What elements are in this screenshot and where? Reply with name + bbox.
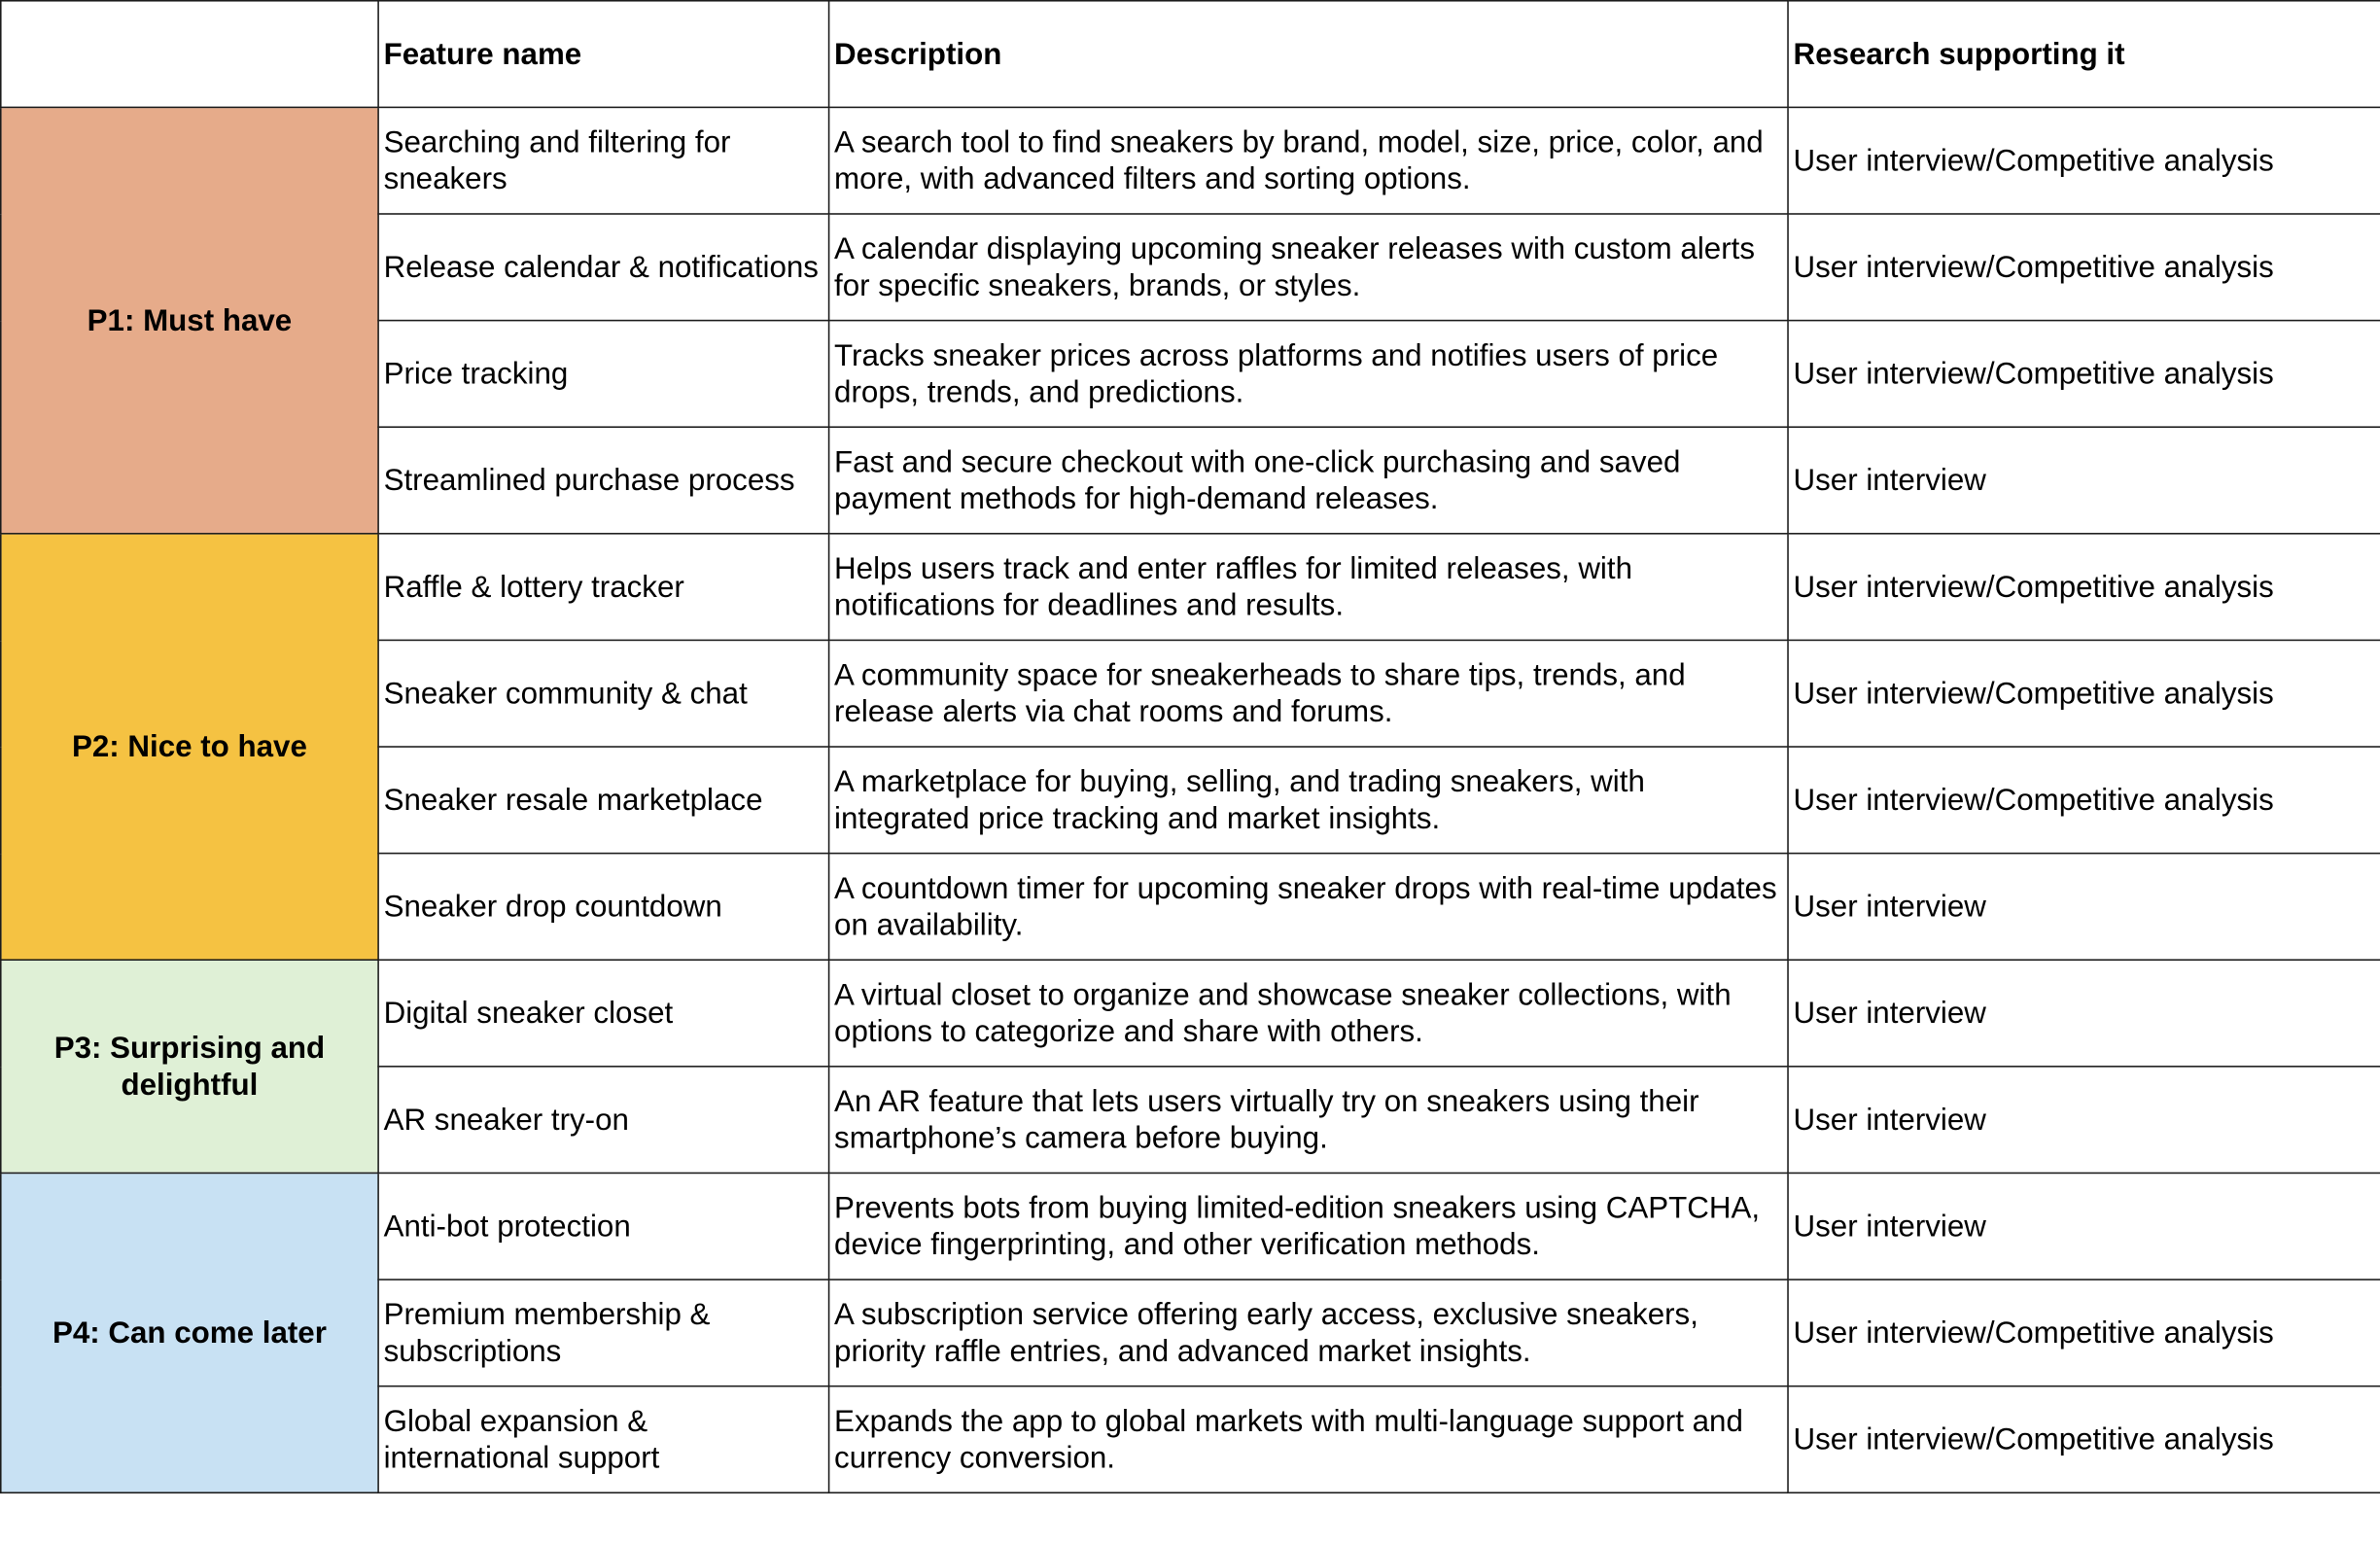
priority-group-cell[interactable]: P1: Must have [1,107,378,533]
table-row [1,960,2380,1067]
research-cell[interactable]: User interview/Competitive analysis [1788,640,2380,747]
research-cell[interactable]: User interview/Competitive analysis [1788,214,2380,321]
feature-name-cell[interactable]: Sneaker community & chat [378,640,828,747]
feature-name-cell[interactable]: Digital sneaker closet [378,960,828,1067]
table-row [1,107,2380,214]
header-research[interactable]: Research supporting it [1788,1,2380,108]
table-row [1,1173,2380,1280]
research-cell[interactable]: User interview [1788,960,2380,1067]
feature-name-cell[interactable]: Sneaker resale marketplace [378,747,828,854]
feature-name-cell[interactable]: Price tracking [378,321,828,428]
research-cell[interactable]: User interview [1788,854,2380,961]
research-cell[interactable]: User interview/Competitive analysis [1788,534,2380,641]
header-row [1,1,2380,108]
feature-name-cell[interactable]: Anti-bot protection [378,1173,828,1280]
description-cell[interactable]: Prevents bots from buying limited-edition sneakers using CAPTCHA, device fingerprinting, and other verification methods. [829,1173,1788,1280]
header-feature-name[interactable]: Feature name [378,1,828,108]
description-cell[interactable]: A marketplace for buying, selling, and trading sneakers, with integrated price tracking and market insights. [829,747,1788,854]
description-cell[interactable]: A subscription service offering early access, exclusive sneakers, priority raffle entries, and advanced market insights. [829,1280,1788,1386]
description-cell[interactable]: A virtual closet to organize and showcase sneaker collections, with options to categorize and share with others. [829,960,1788,1067]
description-cell[interactable]: Expands the app to global markets with multi-language support and currency conversion. [829,1386,1788,1493]
research-cell[interactable]: User interview [1788,1173,2380,1280]
description-cell[interactable]: Tracks sneaker prices across platforms and notifies users of price drops, trends, and predictions. [829,321,1788,428]
description-cell[interactable]: A search tool to find sneakers by brand, model, size, price, color, and more, with advanced filters and sorting options. [829,107,1788,214]
description-cell[interactable]: Fast and secure checkout with one-click purchasing and saved payment methods for high-demand releases. [829,427,1788,534]
description-cell[interactable]: An AR feature that lets users virtually try on sneakers using their smartphone’s camera before buying. [829,1067,1788,1174]
description-cell[interactable]: Helps users track and enter raffles for limited releases, with notifications for deadlines and results. [829,534,1788,641]
feature-name-cell[interactable]: Global expansion & international support [378,1386,828,1493]
priority-group-cell[interactable]: P3: Surprising and delightful [1,960,378,1173]
priority-group-cell[interactable]: P4: Can come later [1,1173,378,1492]
research-cell[interactable]: User interview/Competitive analysis [1788,1386,2380,1493]
header-description[interactable]: Description [829,1,1788,108]
research-cell[interactable]: User interview/Competitive analysis [1788,107,2380,214]
research-cell[interactable]: User interview/Competitive analysis [1788,747,2380,854]
research-cell[interactable]: User interview/Competitive analysis [1788,1280,2380,1386]
feature-name-cell[interactable]: AR sneaker try-on [378,1067,828,1174]
description-cell[interactable]: A countdown timer for upcoming sneaker drops with real-time updates on availability. [829,854,1788,961]
table-body [1,107,2380,1492]
research-cell[interactable]: User interview [1788,427,2380,534]
feature-name-cell[interactable]: Premium membership & subscriptions [378,1280,828,1386]
description-cell[interactable]: A calendar displaying upcoming sneaker releases with custom alerts for specific sneakers, brands, or styles. [829,214,1788,321]
description-cell[interactable]: A community space for sneakerheads to share tips, trends, and release alerts via chat rooms and forums. [829,640,1788,747]
feature-name-cell[interactable]: Streamlined purchase process [378,427,828,534]
research-cell[interactable]: User interview/Competitive analysis [1788,321,2380,428]
table-row [1,534,2380,641]
feature-name-cell[interactable]: Release calendar & notifications [378,214,828,321]
priority-group-cell[interactable]: P2: Nice to have [1,534,378,960]
feature-name-cell[interactable]: Raffle & lottery tracker [378,534,828,641]
research-cell[interactable]: User interview [1788,1067,2380,1174]
header-corner-cell[interactable] [1,1,378,108]
feature-name-cell[interactable]: Sneaker drop countdown [378,854,828,961]
feature-name-cell[interactable]: Searching and filtering for sneakers [378,107,828,214]
